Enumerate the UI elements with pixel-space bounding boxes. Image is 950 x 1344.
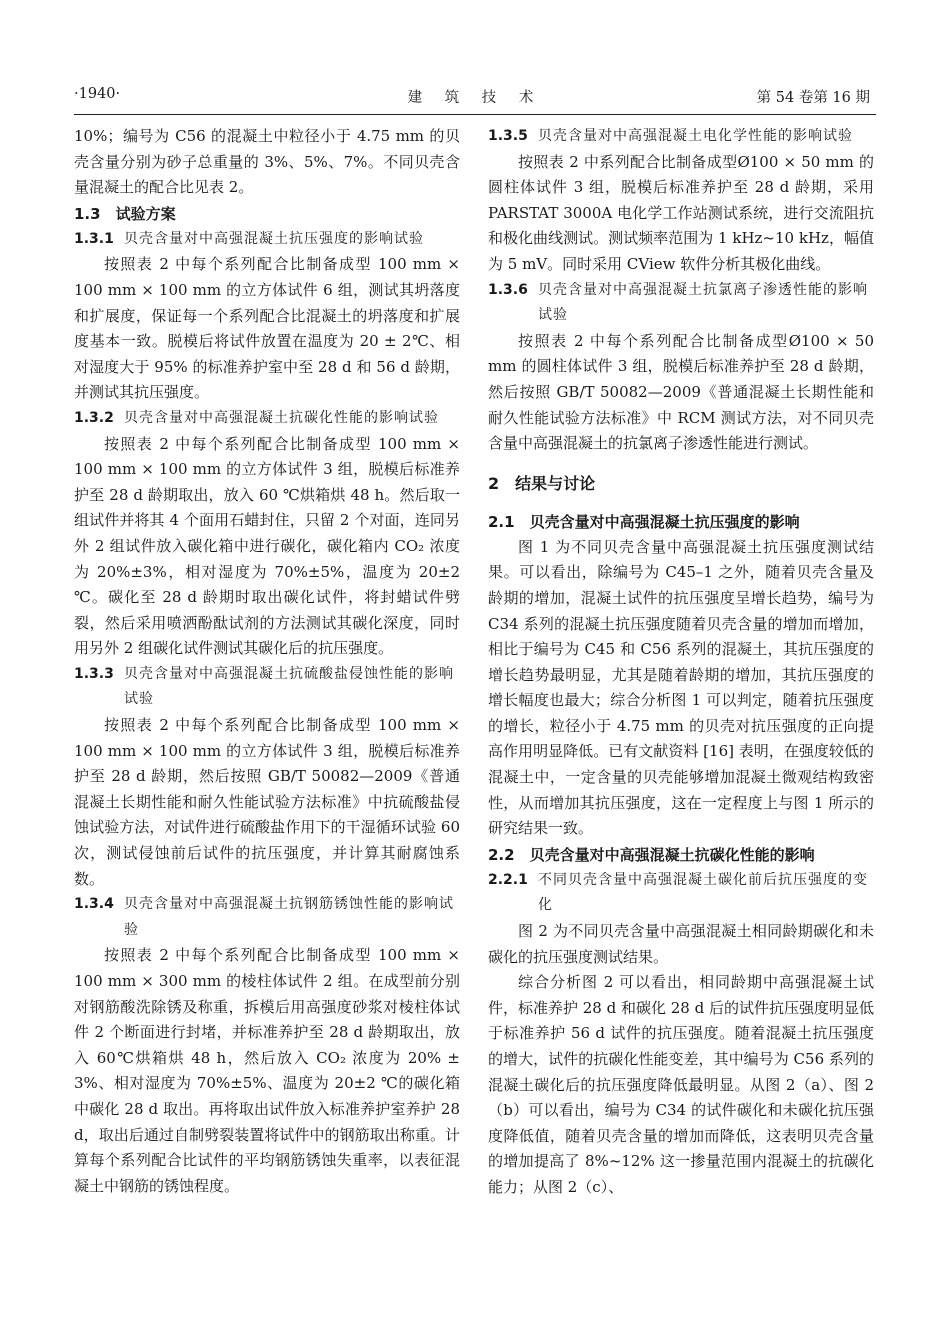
paragraph: 按照表 2 中每个系列配合比制备成型 100 mm × 100 mm × 300 mm 的棱柱体试件 2 组。在成型前分别对钢筋酸洗除锈及称重，拆模后用高强度砂浆对棱柱体试件 2 个断面进行封堵，并标准养护至 28 d 龄期取出，放入 60℃烘箱烘 48 h，然后放入 CO₂ 浓度为 20% ± 3%、相对湿度为 70%±5%、温度为 20±2 ℃的碳化箱中碳化 28 d 取出。再将取出试件放入标准养护室养护 28 d，取出后通过自制劈裂装置将试件中的钢筋取出称重。计算每个系列配合比试件的平均钢筋锈蚀失重率，以表征混凝土中钢筋的锈蚀程度。	[74, 946, 460, 1195]
section-heading-2-1: 2.1 贝壳含量对中高强混凝土抗压强度的影响	[488, 512, 800, 531]
journal-title: 建 筑 技 术	[407, 90, 543, 106]
paragraph: 按照表 2 中每个系列配合比制备成型 100 mm × 100 mm × 100 mm 的立方体试件 3 组，脱模后标准养护至 28 d 龄期取出，放入 60 ℃烘箱烘 48 h。然后取一组试件并将其 4 个面用石蜡封住，只留 2 个对面，连同另外 2 组试件放入碳化箱中进行碳化，碳化箱内 CO₂ 浓度为 20%±3%，相对湿度为 70%±5%，温度为 20±2 ℃。碳化至 28 d 龄期时取出碳化试件，将封蜡试件劈裂，然后采用喷洒酚酞试剂的方法测试其碳化深度，同时用另外 2 组碳化试件测试其碳化后的抗压强度。	[74, 434, 460, 658]
paragraph: 按照表 2 中每个系列配合比制备成型 100 mm × 100 mm × 100 mm 的立方体试件 6 组，测试其坍落度和扩展度，保证每一个系列配合比混凝土的坍落度和扩展度基本一致。脱模后将试件放置在温度为 20 ± 2℃、相对湿度大于 95% 的标准养护室中至 28 d 和 56 d 龄期，并测试其抗压强度。	[74, 255, 460, 402]
subsection-title: 不同贝壳含量中高强混凝土碳化前后抗压强度的变化	[538, 871, 868, 914]
paragraph: 综合分析图 2 可以看出，相同龄期中高强混凝土试件，标准养护 28 d 和碳化 28 d 后的试件抗压强度明显低于标准养护 56 d 试件的抗压强度。随着混凝土抗压强度的增大，试件的抗碳化性能变差，其中编号为 C56 系列的混凝土碳化后的抗压强度降低最明显。从图 2（a）、图 2（b）可以看出，编号为 C34 的试件碳化和未碳化抗压强度降低值，随着贝壳含量的增加而降低，这表明贝壳含量的增加提高了 8%~12% 这一掺量范围内混凝土的抗碳化能力；从图 2（c）、	[488, 973, 874, 1196]
subsection-title: 贝壳含量对中高强混凝土抗压强度的影响试验	[124, 230, 424, 247]
volume-issue: 第 54 卷第 16 期	[756, 90, 870, 106]
section-heading-2-2: 2.2 贝壳含量对中高强混凝土抗碳化性能的影响	[488, 845, 815, 864]
subsection-title: 贝壳含量对中高强混凝土抗氯离子渗透性能的影响试验	[538, 281, 868, 324]
subsection-heading-1-3-4	[74, 892, 460, 943]
subsection-heading-1-3-5	[488, 124, 874, 150]
subsection-number: 1.3.4	[74, 896, 114, 913]
subsection-number: 1.3.5	[488, 128, 528, 144]
subsection-number: 1.3.1	[74, 230, 114, 247]
left-column	[74, 124, 460, 1199]
page-number: ·1940·	[74, 86, 121, 102]
subsection-number: 1.3.2	[74, 409, 114, 426]
header-rule	[74, 114, 876, 115]
subsection-heading-2-2-1	[488, 868, 874, 919]
section-heading-1-3: 1.3 试验方案	[74, 204, 176, 223]
subsection-title: 贝壳含量对中高强混凝土抗碳化性能的影响试验	[124, 409, 439, 426]
subsection-heading-1-3-6	[488, 278, 874, 329]
subsection-heading-1-3-2	[74, 406, 460, 432]
paragraph: 图 2 为不同贝壳含量中高强混凝土相同龄期碳化和未碳化的抗压强度测试结果。	[488, 922, 874, 966]
subsection-number: 2.2.1	[488, 871, 528, 888]
subsection-title: 贝壳含量对中高强混凝土抗钢筋锈蚀性能的影响试验	[124, 896, 454, 938]
subsection-heading-1-3-3	[74, 662, 460, 713]
paragraph: 图 1 为不同贝壳含量中高强混凝土抗压强度测试结果。可以看出，除编号为 C45–1 之外，随着贝壳含量及龄期的增加，混凝土试件的抗压强度呈增长趋势，编号为 C34 系列的混凝土抗压强度随着贝壳含量的增加而增加，相比于编号为 C45 和 C56 系列的混凝土，其抗压强度的增长趋势最明显，尤其是随着龄期的增加，其抗压强度的增长幅度也最大；综合分析图 1 可以判定，随着抗压强度的增长，粒径小于 4.75 mm 的贝壳对抗压强度的正向提高作用明显降低。已有文献资料 [16] 表明，在强度较低的混凝土中，一定含量的贝壳能够增加混凝土微观结构致密性，从而增加其抗压强度，这在一定程度上与图 1 所示的研究结果一致。	[488, 537, 874, 838]
paragraph: 按照表 2 中每个系列配合比制备成型Ø100 × 50 mm 的圆柱体试件 3 组，脱模后标准养护至 28 d 龄期，然后按照 GB/T 50082—2009《普通混凝土长期性能和耐久性能试验方法标准》中 RCM 测试方法，对不同贝壳含量中高强混凝土的抗氯离子渗透性能进行测试。	[488, 331, 874, 453]
paragraph: 按照表 2 中每个系列配合比制备成型 100 mm × 100 mm × 100 mm 的立方体试件 3 组，脱模后标准养护至 28 d 龄期，然后按照 GB/T 50082—2009《普通混凝土长期性能和耐久性能试验方法标准》中抗硫酸盐侵蚀试验方法，对试件进行硫酸盐作用下的干湿循环试验 60 次，测试侵蚀前后试件的抗压强度，并计算其耐腐蚀系数。	[74, 716, 460, 888]
subsection-heading-1-3-1	[74, 227, 460, 253]
subsection-title: 贝壳含量对中高强混凝土抗硫酸盐侵蚀性能的影响试验	[124, 665, 454, 708]
subsection-number: 1.3.3	[74, 665, 114, 682]
subsection-title: 贝壳含量对中高强混凝土电化学性能的影响试验	[538, 128, 853, 144]
section-heading-2: 2 结果与讨论	[488, 473, 596, 493]
right-column	[488, 124, 874, 1201]
subsection-number: 1.3.6	[488, 281, 528, 298]
paragraph: 按照表 2 中系列配合比制备成型Ø100 × 50 mm 的圆柱体试件 3 组，脱模后标准养护至 28 d 龄期，采用 PARSTAT 3000A 电化学工作站测试系统，进行交流阻抗和极化曲线测试。测试频率范围为 1 kHz~10 kHz，幅值为 5 mV。同时采用 CView 软件分析其极化曲线。	[488, 152, 874, 273]
paragraph: 10%；编号为 C56 的混凝土中粒径小于 4.75 mm 的贝壳含量分别为砂子总重量的 3%、5%、7%。不同贝壳含量混凝土的配合比见表 2。	[74, 127, 460, 197]
